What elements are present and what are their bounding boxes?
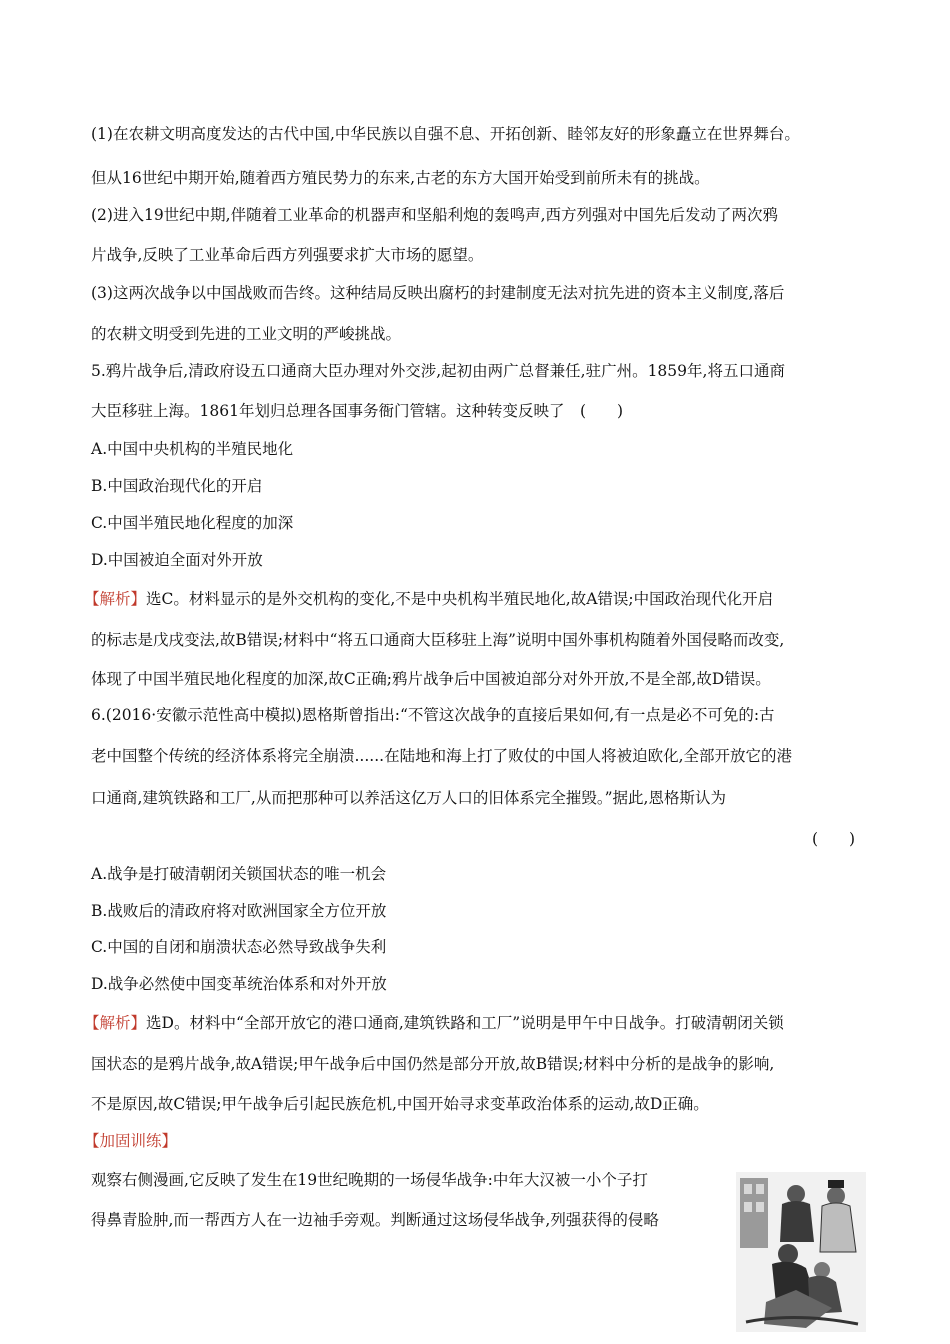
question5-option-c: C.中国半殖民地化程度的加深 <box>91 514 294 532</box>
section1-paragraph3-line1: (3)这两次战争以中国战败而告终。这种结局反映出腐朽的封建制度无法对抗先进的资本主义制度,落后 <box>91 284 785 302</box>
question5-analysis-line3: 体现了中国半殖民地化程度的加深,故C正确;鸦片战争后中国被迫部分对外开放,不是全部,故D错误。 <box>91 670 771 688</box>
question6-analysis-line3: 不是原因,故C错误;甲午战争后引起民族危机,中国开始寻求变革政治体系的运动,故D正确。 <box>91 1095 709 1113</box>
question6-analysis-line1 <box>84 1013 784 1033</box>
analysis-text: 选D。材料中“全部开放它的港口通商,建筑铁路和工厂”说明是甲午中日战争。打破清朝闭关锁 <box>146 1014 784 1032</box>
cartoon-illustration <box>736 1172 866 1332</box>
section1-paragraph1-line2: 但从16世纪中期开始,随着西方殖民势力的东来,古老的东方大国开始受到前所未有的挑战。 <box>91 169 710 187</box>
question5-stem-line2: 大臣移驻上海。1861年划归总理各国事务衙门管辖。这种转变反映了 ( ) <box>91 402 624 420</box>
question6-option-c: C.中国的自闭和崩溃状态必然导致战争失利 <box>91 938 387 956</box>
question5-option-d: D.中国被迫全面对外开放 <box>91 551 263 569</box>
section1-paragraph3-line2: 的农耕文明受到先进的工业文明的严峻挑战。 <box>91 325 402 343</box>
reinforcement-heading: 【加固训练】 <box>84 1132 178 1150</box>
question6-stem-line2: 老中国整个传统的经济体系将完全崩溃......在陆地和海上打了败仗的中国人将被迫欧化,全部开放它的港 <box>91 747 792 765</box>
question5-analysis-line1 <box>84 589 773 609</box>
reinforcement-text-line1: 观察右侧漫画,它反映了发生在19世纪晚期的一场侵华战争:中年大汉被一小个子打 <box>91 1171 648 1189</box>
analysis-tag: 【解析】 <box>84 590 147 608</box>
section1-paragraph1-line1: (1)在农耕文明高度发达的古代中国,中华民族以自强不息、开拓创新、睦邻友好的形象矗立在世界舞台。 <box>91 125 800 143</box>
question5-stem-line1: 5.鸦片战争后,清政府设五口通商大臣办理对外交涉,起初由两广总督兼任,驻广州。1859年,将五口通商 <box>91 362 785 380</box>
question6-option-d: D.战争必然使中国变革统治体系和对外开放 <box>91 975 387 993</box>
analysis-text: 选C。材料显示的是外交机构的变化,不是中央机构半殖民地化,故A错误;中国政治现代化开启 <box>146 590 774 608</box>
section1-paragraph2-line2: 片战争,反映了工业革命后西方列强要求扩大市场的愿望。 <box>91 246 484 264</box>
question6-answer-paren: ( ) <box>812 830 856 848</box>
question6-stem-line1: 6.(2016·安徽示范性高中模拟)恩格斯曾指出:“不管这次战争的直接后果如何,有一点是必不可免的:古 <box>91 706 775 724</box>
reinforcement-text-line2: 得鼻青脸肿,而一帮西方人在一边袖手旁观。判断通过这场侵华战争,列强获得的侵略 <box>91 1211 659 1229</box>
section1-paragraph2-line1: (2)进入19世纪中期,伴随着工业革命的机器声和坚船利炮的轰鸣声,西方列强对中国先后发动了两次鸦 <box>91 206 779 224</box>
analysis-tag: 【解析】 <box>84 1014 147 1032</box>
question6-option-b: B.战败后的清政府将对欧洲国家全方位开放 <box>91 902 387 920</box>
question5-option-b: B.中国政治现代化的开启 <box>91 477 263 495</box>
question6-option-a: A.战争是打破清朝闭关锁国状态的唯一机会 <box>91 865 387 883</box>
question5-option-a: A.中国中央机构的半殖民地化 <box>91 440 294 458</box>
question6-analysis-line2: 国状态的是鸦片战争,故A错误;甲午战争后中国仍然是部分开放,故B错误;材料中分析的是战争的影响, <box>91 1055 775 1073</box>
question6-stem-line3: 口通商,建筑铁路和工厂,从而把那种可以养活这亿万人口的旧体系完全摧毁。”据此,恩格斯认为 <box>91 789 726 807</box>
question5-analysis-line2: 的标志是戊戌变法,故B错误;材料中“将五口通商大臣移驻上海”说明中国外事机构随着外国侵略而改变, <box>91 631 785 649</box>
